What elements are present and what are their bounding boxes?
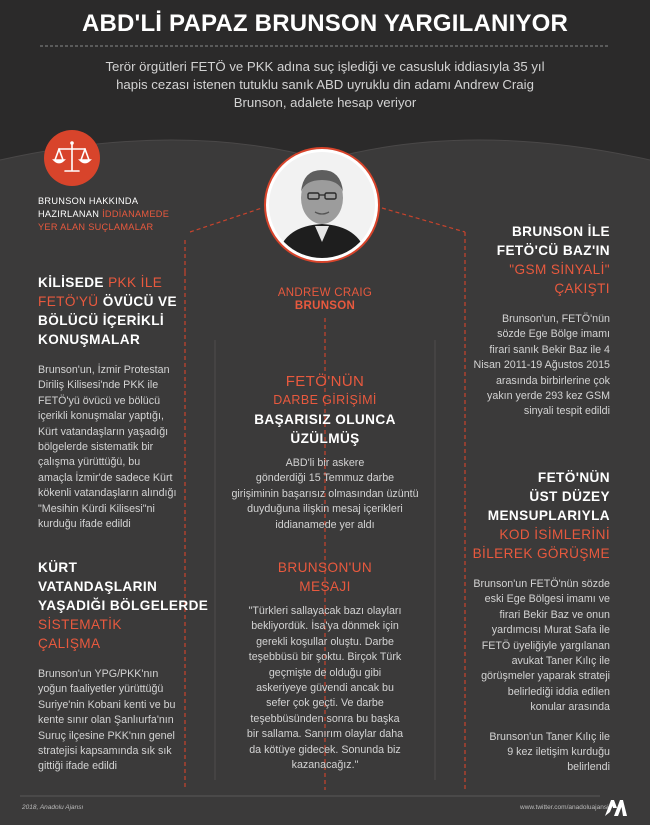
darbe-head-3: BAŞARISIZ OLUNCA: [254, 412, 396, 427]
kurt-head-1: KÜRT: [38, 560, 78, 575]
mesaj-head-1: BRUNSON'UN: [277, 560, 373, 575]
ust-head-3: MENSUPLARIYLA: [487, 508, 610, 523]
kilise-head-4: KONUŞMALAR: [38, 332, 141, 347]
intro-label: [38, 195, 188, 234]
kilise-head-3: BÖLÜCÜ İÇERİKLİ: [38, 313, 165, 328]
ust-head-5: BİLEREK GÖRÜŞME: [472, 546, 610, 561]
ust-head-1: FETÖ'NÜN: [537, 470, 610, 485]
page-subtitle: Terör örgütleri FETÖ ve PKK adına suç işlediği ve casusluk iddiasıyla 35 yıl hapis cezası istenen tutuklu sanık ABD uyruklu din adamı Andrew Craig Brunson, adalete hesap veriyor: [105, 59, 545, 110]
darbe-head-4: ÜZÜLMÜŞ: [290, 431, 360, 446]
kilise-head-1b: PKK İLE: [108, 275, 163, 290]
kurt-head-5: ÇALIŞMA: [38, 636, 101, 651]
person-last-name: BRUNSON: [294, 300, 356, 312]
gsm-head-4: ÇAKIŞTI: [554, 281, 610, 296]
portrait-photo: [264, 147, 380, 263]
darbe-head-2: DARBE GİRİŞİMİ: [273, 393, 377, 407]
gsm-head-3: "GSM SİNYALİ": [509, 262, 610, 277]
ust-body: Brunson'un FETÖ'nün sözde eski Ege Bölgesi imamı ve firari Bekir Baz ve onun yardımcısı Murat Safa ile FETÖ üyeliğiyle yargılanan avukat Taner Kılıç ile görüşmeler yaparak strateji belirlediği iddia edilen konular arasında: [473, 578, 610, 714]
kilise-head-2b: ÖVÜCÜ VE: [102, 294, 177, 309]
section-ust-duzey: [440, 468, 610, 776]
gsm-head-2: FETÖ'CÜ BAZ'IN: [496, 243, 610, 258]
scales-of-justice-icon: [44, 130, 100, 186]
intro-line-3: YER ALAN SUÇLAMALAR: [38, 222, 154, 232]
section-kurt: [38, 558, 213, 775]
intro-line-2-white: HAZIRLANAN: [38, 209, 103, 219]
section-gsm: [440, 222, 610, 420]
mesaj-head-2: MESAJI: [299, 579, 351, 594]
section-mesaj: [225, 558, 425, 773]
gsm-head-1: BRUNSON İLE: [511, 224, 610, 239]
section-kilise: [38, 273, 213, 532]
kurt-head-3: YAŞADIĞI BÖLGELERDE: [38, 598, 209, 613]
page-title: ABD'Lİ PAPAZ BRUNSON YARGILANIYOR: [81, 10, 569, 37]
intro-line-1: BRUNSON HAKKINDA: [38, 196, 139, 206]
person-first-name: ANDREW CRAIG: [277, 287, 373, 299]
footer-twitter-link[interactable]: www.twitter.com/anadoluajansi: [520, 804, 609, 811]
darbe-head-1: FETÖ'NÜN: [285, 373, 365, 390]
kilise-head-2a: FETÖ'YÜ: [38, 294, 103, 309]
footer-copyright: 2018, Anadolu Ajansı: [22, 804, 84, 811]
kurt-head-4: SİSTEMATİK: [38, 617, 122, 632]
kilise-body: Brunson'un, İzmir Protestan Diriliş Kilisesi'nde PKK ile FETÖ'yü övücü ve bölücü içerikli konuşmalar yaptığı, Kürt vatandaşların yaşadığı bölgelerde sistematik bir çalışma yürüttüğü, bu amaçla İzmir'de sadece Kürt kökenli vatandaşların alındığı "Mesihin Kürdi Kilisesi"ni kurduğu ifade edildi: [38, 364, 177, 531]
ust-body-2: Brunson'un Taner Kılıç ile 9 kez iletişim kurduğu belirlendi: [489, 730, 610, 774]
kilise-head-1a: KİLİSEDE: [38, 275, 109, 290]
kurt-body: Brunson'un YPG/PKK'nın yoğun faaliyetler yürüttüğü Suriye'nin Kobani kenti ve bu kente sınır olan Şanlıurfa'nın Suruç ilçesine PKK'nın genel stratejisi kapsamında sık sık gittiği ifade edildi: [38, 668, 176, 773]
ust-head-4: KOD İSİMLERİNİ: [499, 527, 610, 542]
anadolu-agency-logo: [604, 797, 628, 817]
section-darbe: [225, 372, 425, 533]
gsm-body: Brunson'un, FETÖ'nün sözde Ege Bölge imamı firari sanık Bekir Baz ile 4 Nisan 2011-19 Ağustos 2015 arasında birbirlerine çok yakın yerde 293 kez GSM sinyali tespit edildi: [473, 313, 610, 418]
mesaj-body: "Türkleri sallayacak bazı olayları bekliyordük. İsa'ya dönmek için gerekli koşullar oluştu. Darbe teşebbüsü bir şoktu. Birçok Türk geçmişte de olduğu gibi askeriyeye güvendi ancak bu sefer çok geçti. Ve darbe teşebbüsünden sonra bu başka bir sallama. Sanırım olaylar daha da kötüye gidecek. Sonunda biz kazanacağız.": [246, 605, 404, 772]
kurt-head-2: VATANDAŞLARIN: [38, 579, 158, 594]
darbe-body: ABD'li bir askere gönderdiği 15 Temmuz darbe girişiminin başarısız olmasından üzüntü duyduğuna ilişkin mesaj içerikleri iddianamede yer aldı: [231, 457, 419, 531]
person-name: [245, 287, 405, 312]
intro-line-2-red: İDDİANAMEDE: [102, 209, 170, 219]
ust-head-2: ÜST DÜZEY: [529, 489, 610, 504]
